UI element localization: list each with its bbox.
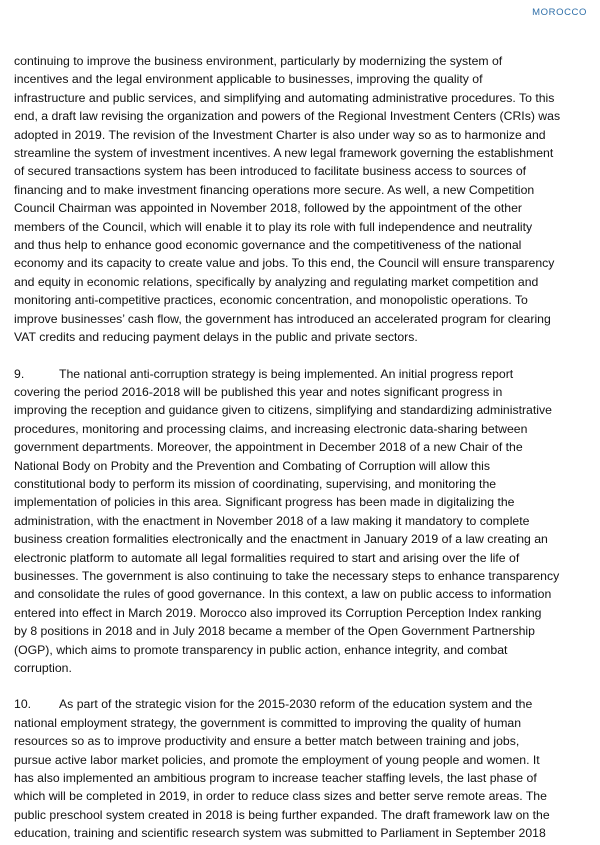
text-line: and equity in economic relations, specifically by analyzing and regulating market competition and [14,274,539,289]
text-line: and consolidate the rules of good governance. In this context, a law on public access to information [14,587,552,602]
text-line: businesses. The government is also continuing to take the necessary steps to enhance transparency [14,568,560,583]
text-line: (OGP), which aims to promote transparency in public action, enhance integrity, and combat [14,642,508,657]
text-line: incentives and the legal environment applicable to businesses, improving the quality of [14,72,483,87]
text-line: National Body on Probity and the Prevention and Combating of Corruption will allow this [14,458,490,473]
text-line: procedures, monitoring and processing claims, and increasing electronic data-sharing between [14,421,528,436]
text-line: resources so as to improve productivity and ensure a better match between training and jobs, [14,734,520,749]
paragraph-continuation [14,52,589,347]
text-line: entered into effect in March 2019. Morocco also improved its Corruption Perception Index ranking [14,605,542,620]
text-line: improve businesses’ cash flow, the government has introduced an accelerated program for clearing [14,311,551,326]
document-body [14,52,589,843]
text-line [14,695,589,713]
text-line: national employment strategy, the government is committed to improving the quality of human [14,715,522,730]
paragraph-10 [14,695,589,842]
text-line: which will be completed in 2019, in order to reduce class sizes and better serve remote areas. The [14,789,547,804]
running-header: MOROCCO [532,7,587,18]
text-line: financing and to make investment financing operations more secure. As well, a new Competition [14,182,535,197]
text-line-content: As part of the strategic vision for the 2015-2030 reform of the education system and the [59,697,533,712]
text-line: has also implemented an ambitious program to increase teacher staffing levels, the last phase of [14,771,537,786]
text-line: business creation formalities electronically and the enactment in January 2019 of a law creating an [14,532,548,547]
paragraph-number: 10. [14,697,32,712]
text-line-content: The national anti-corruption strategy is being implemented. An initial progress report [59,366,514,381]
text-line: adopted in 2019. The revision of the Investment Charter is also under way so as to harmonize and [14,127,546,142]
text-line: economy and its capacity to create value and jobs. To this end, the Council will ensure transparency [14,256,555,271]
text-line: members of the Council, which will enable it to play its role with full independence and neutrality [14,219,533,234]
text-line: covering the period 2016-2018 will be published this year and notes significant progress in [14,384,503,399]
text-line: pursue active labor market policies, and promote the employment of young people and women. It [14,752,540,767]
text-line: constitutional body to perform its mission of coordinating, supervising, and monitoring the [14,476,497,491]
paragraph-number: 9. [14,366,25,381]
text-line: VAT credits and reducing payment delays in the public and private sectors. [14,330,418,345]
paragraph-9 [14,365,589,678]
text-line: administration, with the enactment in November 2018 of a law making it mandatory to complete [14,513,530,528]
text-line: end, a draft law revising the organization and powers of the Regional Investment Centers (CRIs) was [14,109,561,124]
text-line: improving the reception and guidance given to citizens, simplifying and standardizing administrative [14,403,552,418]
text-line: corruption. [14,661,72,675]
text-line: of secured transactions system has been introduced to facilitate business access to sources of [14,164,527,179]
text-line: by 8 positions in 2018 and in July 2018 became a member of the Open Government Partnership [14,624,535,639]
text-line: monitoring anti-competitive practices, economic concentration, and monopolistic operations. To [14,293,528,308]
text-line [14,365,589,383]
text-line: implementation of policies in this area. Significant progress has been made in digitalizing the [14,495,515,510]
text-line: electronic platform to automate all legal formalities required to start and arising over the life of [14,550,520,565]
text-line: and thus help to enhance good economic governance and the competitiveness of the national [14,238,522,253]
text-line: education, training and scientific research system was submitted to Parliament in September 2018 [14,826,546,841]
text-line: public preschool system created in 2018 is being further expanded. The draft framework law on the [14,807,550,822]
text-line: Council Chairman was appointed in November 2018, followed by the appointment of the other [14,201,522,216]
text-line: streamline the system of investment incentives. A new legal framework governing the establishment [14,146,554,161]
text-line: continuing to improve the business environment, particularly by modernizing the system of [14,54,503,68]
text-line: infrastructure and public services, and simplifying and automating administrative procedures. To this [14,90,555,105]
text-line: government departments. Moreover, the appointment in December 2018 of a new Chair of the [14,440,523,455]
